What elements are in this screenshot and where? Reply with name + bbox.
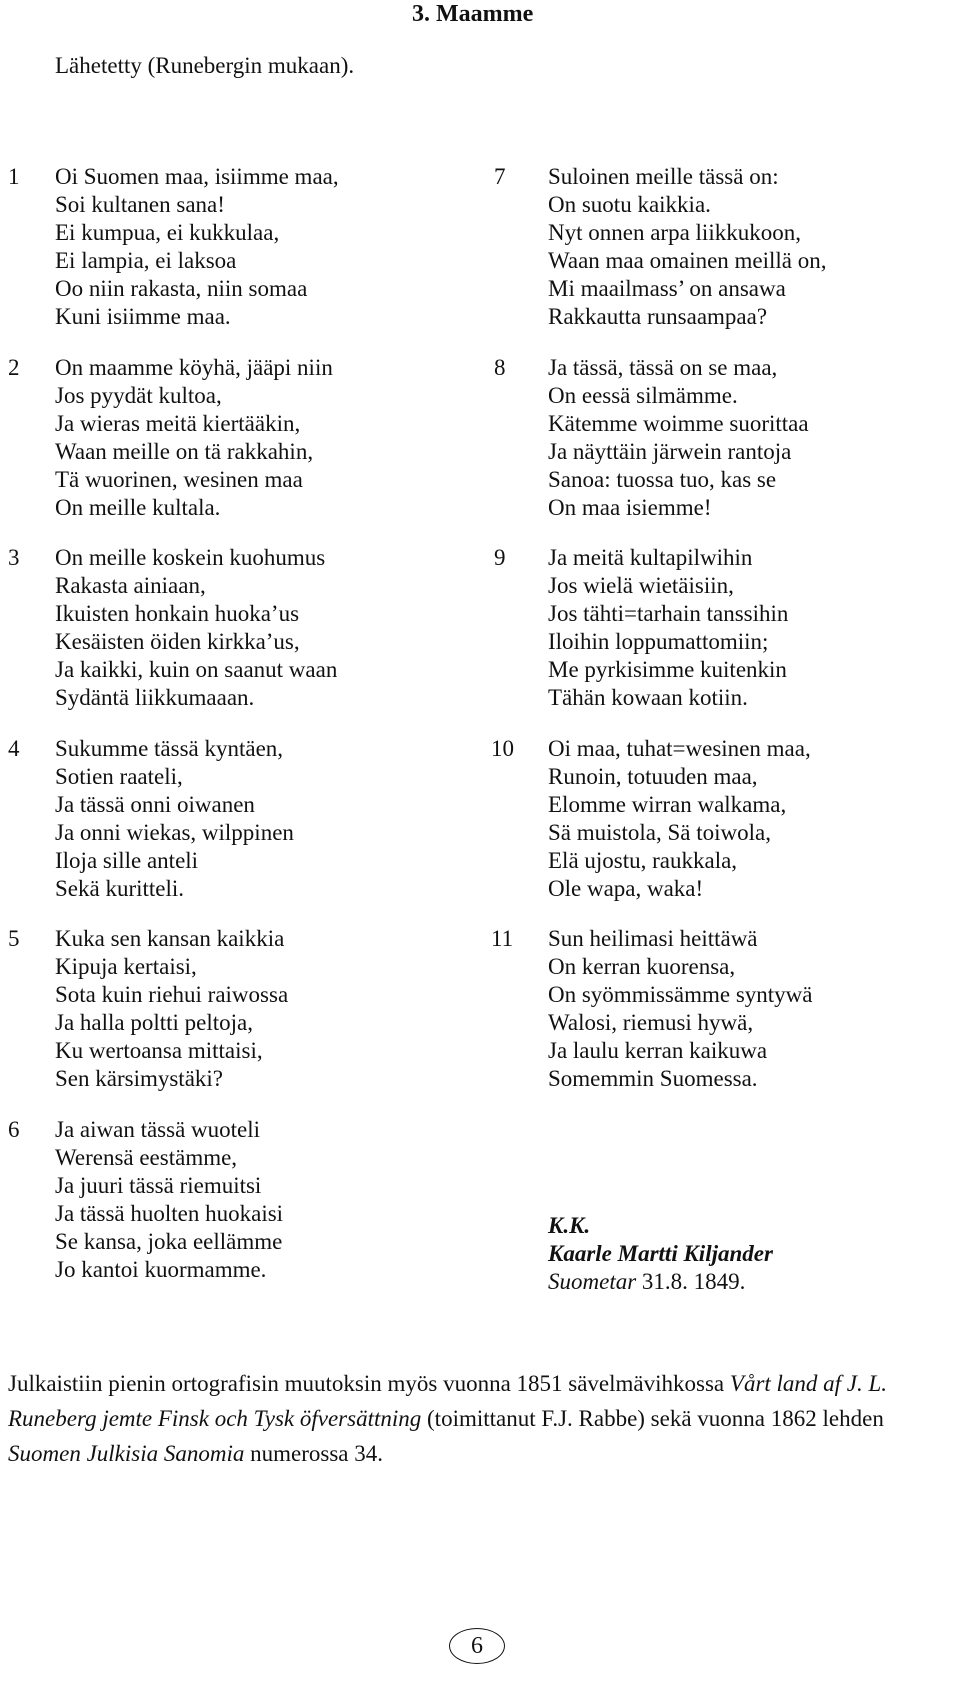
verse-line: Ja onni wiekas, wilppinen: [55, 819, 294, 845]
verse-line: Sota kuin riehui raiwossa: [55, 982, 289, 1007]
verse-line: Ei lampia, ei laksoa: [55, 248, 237, 273]
verse-line: Mi maailmass’ on ansawa: [548, 276, 786, 301]
stanza-lines: [548, 544, 788, 712]
verse-line: Walosi, riemusi hywä,: [548, 1010, 754, 1035]
verse-line: Ja juuri tässä riemuitsi: [55, 1172, 262, 1198]
verse-line: Sä muistola, Sä toiwola,: [548, 819, 771, 845]
publication-note: [8, 1366, 952, 1471]
right-column: [491, 163, 960, 1116]
stanza: [491, 925, 960, 1116]
stanza: [0, 163, 470, 354]
verse-line: Kipuja kertaisi,: [55, 954, 197, 979]
stanza-lines: [55, 354, 333, 522]
stanza-number: 10: [491, 735, 514, 761]
verse-line: Ja tässä, tässä on se maa,: [548, 354, 778, 380]
verse-line: Ole wapa, waka!: [548, 875, 704, 901]
verse-line: Soi kultanen sana!: [55, 192, 225, 217]
signature-source-line: [548, 1268, 773, 1296]
verse-line: Jos wielä wietäisiin,: [548, 573, 734, 598]
stanza: [0, 1116, 470, 1307]
stanza-lines: [55, 925, 288, 1093]
stanza: [494, 354, 960, 545]
stanza-number: 3: [8, 545, 20, 570]
stanza: [0, 544, 470, 735]
verse-line: Iloja sille anteli: [55, 847, 199, 873]
page-title: 3. Maamme: [412, 1, 534, 27]
verse-line: Oo niin rakasta, niin somaa: [55, 276, 308, 301]
verse-line: Tä wuorinen, wesinen maa: [55, 466, 303, 492]
stanza-number: 11: [491, 926, 514, 951]
stanza-lines: [548, 925, 813, 1093]
verse-line: Werensä eestämme,: [55, 1144, 238, 1170]
page-number: 6: [449, 1628, 505, 1664]
stanza: [0, 735, 470, 926]
verse-line: Ja wieras meitä kiertääkin,: [55, 410, 301, 436]
stanza-lines: [548, 735, 811, 903]
verse-line: On syömmissämme syntywä: [548, 982, 813, 1007]
verse-line: On eessä silmämme.: [548, 382, 738, 408]
verse-line: Rakkautta runsaampaa?: [548, 304, 768, 329]
verse-line: Ja halla poltti peltoja,: [55, 1010, 254, 1035]
stanza-lines: [548, 354, 809, 522]
verse-line: Sanoa: tuossa tuo, kas se: [548, 466, 777, 492]
verse-line: Kesäisten öiden kirkka’us,: [55, 629, 300, 654]
note-text-1: Julkaistiin pienin ortografisin muutoksin myös vuonna 1851 sävelmävihkossa: [8, 1371, 730, 1396]
verse-line: Kuka sen kansan kaikkia: [55, 926, 285, 951]
verse-line: Ja tässä onni oiwanen: [55, 791, 255, 817]
verse-line: Sotien raateli,: [55, 763, 183, 789]
note-text-2: (toimittanut F.J. Rabbe) sekä vuonna 1862 lehden: [421, 1406, 884, 1431]
stanza: [494, 544, 960, 735]
verse-line: Elä ujostu, raukkala,: [548, 847, 738, 873]
verse-line: Tähän kowaan kotiin.: [548, 685, 748, 710]
verse-line: Elomme wirran walkama,: [548, 791, 787, 817]
signature-source: Suometar: [548, 1269, 637, 1294]
verse-line: Runoin, totuuden maa,: [548, 763, 758, 789]
stanza: [0, 925, 470, 1116]
verse-line: Sekä kuritteli.: [55, 875, 185, 901]
verse-line: Ja laulu kerran kaikuwa: [548, 1038, 768, 1063]
verse-line: On maa isiemme!: [548, 494, 712, 520]
verse-line: Waan maa omainen meillä on,: [548, 248, 827, 273]
verse-line: Oi Suomen maa, isiimme maa,: [55, 164, 339, 189]
verse-line: Rakasta ainiaan,: [55, 573, 206, 598]
verse-line: On maamme köyhä, jääpi niin: [55, 354, 333, 380]
verse-line: Me pyrkisimme kuitenkin: [548, 657, 787, 682]
stanza-number: 6: [8, 1116, 20, 1142]
verse-line: Sen kärsimystäki?: [55, 1066, 223, 1091]
verse-line: Jos tähti=tarhain tanssihin: [548, 601, 789, 626]
signature-initials: K.K.: [548, 1213, 591, 1238]
verse-line: Somemmin Suomessa.: [548, 1066, 758, 1091]
stanza-lines: [55, 544, 337, 712]
verse-line: On meille kultala.: [55, 494, 221, 520]
stanza: [494, 163, 960, 354]
verse-line: Jo kantoi kuormamme.: [55, 1256, 267, 1282]
verse-line: Nyt onnen arpa liikkukoon,: [548, 220, 801, 245]
stanza-number: 9: [494, 545, 506, 570]
stanza-number: 7: [494, 164, 506, 189]
verse-line: On meille koskein kuohumus: [55, 545, 326, 570]
stanza-number: 2: [8, 354, 20, 380]
signature-date: 31.8. 1849.: [636, 1269, 746, 1294]
verse-line: On kerran kuorensa,: [548, 954, 736, 979]
verse-line: Ikuisten honkain huoka’us: [55, 601, 300, 626]
stanza-number: 5: [8, 926, 20, 951]
poem-subtitle: Lähetetty (Runebergin mukaan).: [55, 53, 355, 78]
stanza: [491, 735, 960, 926]
verse-line: Ku wertoansa mittaisi,: [55, 1038, 263, 1063]
note-text-3: numerossa 34.: [244, 1441, 383, 1466]
verse-line: Waan meille on tä rakkahin,: [55, 438, 314, 464]
verse-line: Oi maa, tuhat=wesinen maa,: [548, 735, 811, 761]
verse-line: Jos pyydät kultoa,: [55, 382, 222, 408]
verse-line: Ja tässä huolten huokaisi: [55, 1200, 284, 1226]
left-column: [0, 163, 470, 1306]
verse-line: Ei kumpua, ei kukkulaa,: [55, 220, 280, 245]
verse-line: Kuni isiimme maa.: [55, 304, 231, 329]
verse-line: Iloihin loppumattomiin;: [548, 629, 769, 654]
verse-line: Ja kaikki, kuin on saanut waan: [55, 657, 338, 682]
verse-line: Sukumme tässä kyntäen,: [55, 735, 284, 761]
verse-line: Ja näyttäin järwein rantoja: [548, 438, 792, 464]
stanza-lines: [55, 163, 339, 331]
stanza-number: 8: [494, 354, 506, 380]
verse-line: Ja aiwan tässä wuoteli: [55, 1116, 261, 1142]
verse-line: Sydäntä liikkumaaan.: [55, 685, 255, 710]
stanza-lines: [55, 735, 294, 903]
verse-line: Se kansa, joka eellämme: [55, 1228, 283, 1254]
verse-line: On suotu kaikkia.: [548, 192, 711, 217]
signature-name: Kaarle Martti Kiljander: [548, 1241, 773, 1266]
stanza-lines: [548, 163, 827, 331]
verse-line: Suloinen meille tässä on:: [548, 164, 779, 189]
verse-line: Sun heilimasi heittäwä: [548, 926, 758, 951]
note-title-2: Suomen Julkisia Sanomia: [8, 1441, 245, 1466]
stanza-number: 1: [8, 164, 20, 189]
verse-line: Ja meitä kultapilwihin: [548, 545, 753, 570]
stanza: [0, 354, 470, 545]
stanza-lines: [55, 1116, 283, 1284]
verse-line: Kätemme woimme suorittaa: [548, 410, 809, 436]
stanza-number: 4: [8, 735, 20, 761]
note-title-1: Vårt land af J. L. Runeberg jemte Finsk och Tysk öfversättning: [8, 1371, 888, 1431]
signature-block: [548, 1212, 773, 1296]
